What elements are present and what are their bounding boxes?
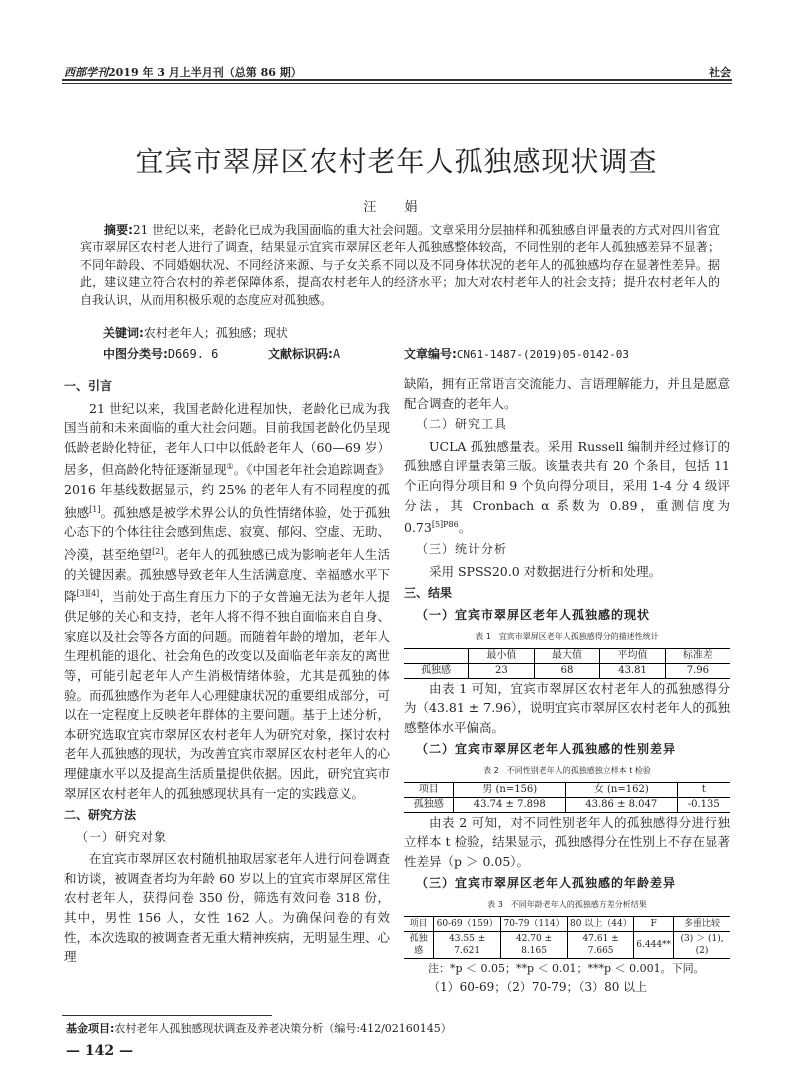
section-results-heading: 三、结果 xyxy=(404,586,453,601)
subsection-stats: （三）统计分析 xyxy=(416,541,508,556)
text-run: 。孤独感是被学术界公认的负性情绪体验，处于孤独心态下的个体往往会感到焦虑、寂寞、郁闷、空虚、无助、冷漠，甚至绝望 xyxy=(64,504,390,563)
ref-mark: [2] xyxy=(152,547,164,557)
left-column xyxy=(64,374,390,967)
tools-paragraph xyxy=(404,437,730,538)
table-cell: 43.74 ± 7.898 xyxy=(454,797,566,812)
article-number xyxy=(404,345,629,362)
fund-label: 基金项目: xyxy=(66,1022,115,1035)
subsection-subjects: （一）研究对象 xyxy=(76,829,168,844)
ref-mark: [3][4] xyxy=(76,589,100,599)
table-cell: 6.444** xyxy=(634,931,674,958)
abstract-label: 摘要: xyxy=(104,223,133,237)
fund-note xyxy=(66,1020,452,1036)
author: 汪 娟 xyxy=(363,200,430,215)
table-header-cell: t xyxy=(677,782,730,797)
text-run: UCLA 孤独感量表。采用 Russell 编制并经过修订的孤独感自评量表第三版。该量表共有 20 个条目，包括 11 个正向得分项目和 9 个负向得分项目，采用 1-4 分 4 级评分法，其 Cronbach α 系数为 0.89，重测信度为 0.73 xyxy=(404,438,730,536)
subsection-status: （一）宜宾市翠屏区老年人孤独感的现状 xyxy=(416,607,651,622)
table1 xyxy=(404,648,730,679)
footnote-rule xyxy=(62,1015,272,1016)
clc-value: D669. 6 xyxy=(167,347,219,361)
table-cell: 47.61 ± 7.665 xyxy=(567,931,633,958)
table-cell: 42.70 ± 8.165 xyxy=(501,931,568,958)
section-method-heading: 二、研究方法 xyxy=(64,808,137,823)
table-row xyxy=(404,663,730,678)
subsection-tools: （二）研究工具 xyxy=(416,417,508,432)
text-run: 。《中国老年社会追踪调查》2016 年基线数据显示，约 25% 的老年人有不同程度的孤独感 xyxy=(64,462,390,520)
table2-caption: 表 2 不同性别老年人的孤独感独立样本 t 检验 xyxy=(483,766,651,776)
table3-caption: 表 3 不同年龄老年人的孤独感方差分析结果 xyxy=(487,900,647,910)
keywords xyxy=(103,324,288,341)
table3 xyxy=(404,916,730,959)
table-cell: 孤独感 xyxy=(404,931,434,958)
table-cell: 43.81 xyxy=(600,663,666,678)
continued-paragraph: 缺陷，拥有正常语言交流能力、言语理解能力，并且是愿意配合调查的老年人。 xyxy=(404,376,730,411)
abstract-text: 21 世纪以来，老龄化已成为我国面临的重大社会问题。文章采用分层抽样和孤独感自评量表的方式对四川省宜宾市翠屏区农村老人进行了调查，结果显示宜宾市翠屏区老年人孤独感整体较高，不同性别的老年人孤独感差异不显著；不同年龄段、不同婚姻状况、不同经济来源、与子女关系不同以及不同身体状况的老年人的孤独感均存在显著性差异。据此，建议建立符合农村的养老保障体系，提高农村老年人的经济水平；加大对农村老年人的社会支持；提升农村老年人的自我认识，从而用积极乐观的态度应对孤独感。 xyxy=(80,223,720,307)
table2-discussion: 由表 2 可知，对不同性别老年人的孤独感得分进行独立样本 t 检验，结果显示，孤独感得分在性别上不存在显著性差异（p ＞ 0.05）。 xyxy=(404,814,730,870)
table-row xyxy=(404,931,730,958)
journal-name: 西部学刊 xyxy=(64,66,108,79)
header-rule-thin xyxy=(62,83,732,84)
subsection-age: （三）宜宾市翠屏区老年人孤独感的年龄差异 xyxy=(416,875,677,890)
table3-group-legend: （1）60-69；（2）70-79；（3）80 以上 xyxy=(428,980,648,995)
clc-number xyxy=(103,345,218,362)
table-cell: 68 xyxy=(534,663,600,678)
table1-caption: 表 1 宜宾市翠屏区老年人孤独感得分的描述性统计 xyxy=(475,632,659,642)
section-label: 社会 xyxy=(709,66,731,79)
subjects-paragraph: 在宜宾市翠屏区农村随机抽取居家老年人进行问卷调查和访谈，被调查者均为年龄 60 岁以上的宜宾市翠屏区常住农村老年人，获得问卷 350 份，筛选有效问卷 318 份，其中，男性 156 人，女性 162 人。为确保问卷的有效性，本次选取的被调查者无重大精神疾病，无明显生理、心理 xyxy=(64,851,390,965)
text-run: 。老年人的孤独感已成为影响老年人生活的关键因素。孤独感导致老年人生活满意度、幸福感水平下降 xyxy=(64,547,390,605)
subsection-gender: （二）宜宾市翠屏区老年人孤独感的性别差异 xyxy=(416,741,677,756)
text-run: ，当前处于高生育压力下的子女普遍无法为老年人提供足够的关心和支持，老年人将不得不独自面临来自自身、家庭以及社会等各方面的问题。而随着年龄的增加，老年人生理机能的退化、社会角色的改变以及面临老年亲友的离世等，可能引起老年人产生消极情绪体验，尤其是孤独的体验。而孤独感作为老年人心理健康状况的重要组成部分，可以在一定程度上反映老年群体的主要问题。基于上述分析，本研究选取宜宾市翠屏区农村老年人为研究对象，探讨农村老年人孤独感的现状，为改善宜宾市翠屏区农村老年人的心理健康水平以及提高生活质量提供依据。因此，研究宜宾市翠屏区农村老年人的孤独感现状具有一定的实践意义。 xyxy=(64,589,390,801)
doc-label: 文献标识码: xyxy=(268,347,333,361)
table-cell: 23 xyxy=(469,663,535,678)
table1-discussion: 由表 1 可知，宜宾市翠屏区农村老年人的孤独感得分为（43.81 ± 7.96），说明宜宾市翠屏区农村老年人的孤独感整体水平偏高。 xyxy=(404,680,730,736)
table-row xyxy=(404,916,730,931)
table2 xyxy=(404,782,730,813)
abstract xyxy=(80,222,720,309)
table-cell: 7.96 xyxy=(665,663,730,678)
clc-label: 中图分类号: xyxy=(103,347,168,361)
text-run: 。 xyxy=(458,520,472,536)
section-intro-heading: 一、引言 xyxy=(64,379,113,393)
table-header-cell: 多重比较 xyxy=(674,916,730,931)
keywords-text: 农村老年人；孤独感；现状 xyxy=(143,326,288,340)
table-cell: (3) ＞ (1),(2) xyxy=(674,931,730,958)
table-header-cell: 60-69（159） xyxy=(434,916,501,931)
text-run: 21 世纪以来，我国老龄化进程加快，老龄化已成为我国当前和未来面临的重大社会问题。目前我国老龄化仍呈现低龄老龄化特征，老年人口中以低龄老年人（60—69 岁）居多，但高龄化特征逐渐显现 xyxy=(64,400,390,478)
table-cell: 43.55 ± 7.621 xyxy=(434,931,501,958)
art-value: CN61-1487-(2019)05-0142-03 xyxy=(456,348,629,361)
art-label: 文章编号: xyxy=(404,347,457,361)
table-cell: 43.86 ± 8.047 xyxy=(566,797,678,812)
table-header-cell: 标准差 xyxy=(665,648,730,663)
fund-text: 农村老年人孤独感现状调查及养老决策分析（编号:412/02160145） xyxy=(114,1022,452,1035)
table3-note: 注：*p ＜ 0.05；**p ＜ 0.01；***p ＜ 0.001。下同。 xyxy=(428,961,705,975)
table-header-cell xyxy=(404,648,469,663)
header-rule xyxy=(62,79,732,81)
article-title: 宜宾市翠屏区农村老年人孤独感现状调查 xyxy=(135,145,658,178)
table-cell: 孤独感 xyxy=(404,797,454,812)
table-row xyxy=(404,782,730,797)
doc-value: A xyxy=(332,347,341,361)
table-header-cell: 平均值 xyxy=(600,648,666,663)
table-header-cell: 最小值 xyxy=(469,648,535,663)
right-column xyxy=(404,374,730,998)
journal-header xyxy=(64,64,302,80)
table-header-cell: 70-79（114） xyxy=(501,916,568,931)
table-header-cell: 男 (n=156) xyxy=(454,782,566,797)
keywords-label: 关键词: xyxy=(103,326,144,340)
intro-paragraph xyxy=(64,399,390,804)
doc-code xyxy=(268,345,340,362)
table-header-cell: F xyxy=(634,916,674,931)
stats-paragraph: 采用 SPSS20.0 对数据进行分析和处理。 xyxy=(429,563,662,579)
ref-mark: [5]P86 xyxy=(431,520,459,530)
page-number: — 142 — xyxy=(66,1043,133,1059)
table-row xyxy=(404,648,730,663)
ref-mark: [1] xyxy=(89,504,101,514)
table-row xyxy=(404,797,730,812)
table-header-cell: 项目 xyxy=(404,782,454,797)
ref-mark: ① xyxy=(226,462,234,472)
journal-issue: 2019 年 3 月上半月刊（总第 86 期） xyxy=(108,66,302,79)
table-cell: -0.135 xyxy=(677,797,730,812)
table-cell: 孤独感 xyxy=(404,663,469,678)
table-header-cell: 项目 xyxy=(404,916,434,931)
table-header-cell: 80 以上（44） xyxy=(567,916,633,931)
table-header-cell: 最大值 xyxy=(534,648,600,663)
table-header-cell: 女 (n=162) xyxy=(566,782,678,797)
